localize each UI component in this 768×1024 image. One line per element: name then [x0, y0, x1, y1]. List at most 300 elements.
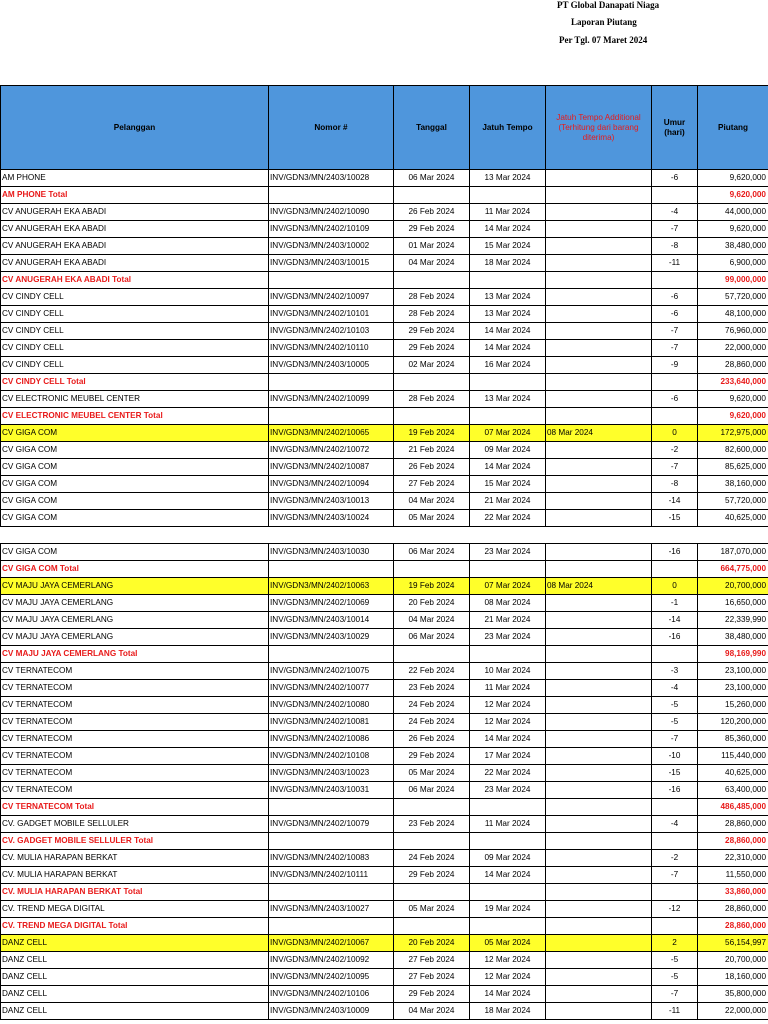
cell-customer: CV ANUGERAH EKA ABADI Total — [1, 272, 269, 289]
cell-number: INV/GDN3/MN/2403/10015 — [269, 255, 394, 272]
table-row[interactable] — [1, 986, 768, 1003]
col-header-additional-due[interactable]: Jatuh Tempo Additional (Terhitung dari barang diterima) — [546, 86, 652, 170]
cell-receivable: 38,160,000 — [698, 476, 768, 493]
table-row-subtotal[interactable] — [1, 833, 768, 850]
table-row[interactable] — [1, 221, 768, 238]
cell-due-date: 07 Mar 2024 — [470, 578, 546, 595]
cell-due-date: 19 Mar 2024 — [470, 901, 546, 918]
cell-customer: CV. MULIA HARAPAN BERKAT Total — [1, 884, 269, 901]
cell-receivable: 9,620,000 — [698, 408, 768, 425]
cell-customer: CV. MULIA HARAPAN BERKAT — [1, 867, 269, 884]
cell-number: INV/GDN3/MN/2402/10065 — [269, 425, 394, 442]
cell-age — [652, 408, 698, 425]
col-header-date[interactable]: Tanggal — [394, 86, 470, 170]
cell-due-date: 15 Mar 2024 — [470, 238, 546, 255]
cell-due-date: 12 Mar 2024 — [470, 714, 546, 731]
cell-date: 29 Feb 2024 — [394, 986, 470, 1003]
cell-customer: CV MAJU JAYA CEMERLANG — [1, 612, 269, 629]
cell-date: 06 Mar 2024 — [394, 782, 470, 799]
cell-age — [652, 527, 698, 544]
cell-receivable: 22,310,000 — [698, 850, 768, 867]
cell-age: -2 — [652, 442, 698, 459]
cell-number — [269, 187, 394, 204]
cell-age: -15 — [652, 765, 698, 782]
cell-receivable: 18,160,000 — [698, 969, 768, 986]
cell-customer: CV TERNATECOM — [1, 663, 269, 680]
cell-customer: CV TERNATECOM — [1, 782, 269, 799]
cell-receivable: 28,860,000 — [698, 357, 768, 374]
table-row[interactable] — [1, 731, 768, 748]
table-row-highlighted[interactable] — [1, 935, 768, 952]
table-row-subtotal[interactable] — [1, 272, 768, 289]
cell-due-date — [470, 646, 546, 663]
cell-number: INV/GDN3/MN/2402/10108 — [269, 748, 394, 765]
table-row[interactable] — [1, 714, 768, 731]
cell-receivable: 28,860,000 — [698, 901, 768, 918]
cell-number: INV/GDN3/MN/2402/10111 — [269, 867, 394, 884]
col-header-receivable[interactable]: Piutang — [698, 86, 768, 170]
cell-due-date — [470, 884, 546, 901]
cell-additional-due — [546, 935, 652, 952]
table-row-subtotal[interactable] — [1, 374, 768, 391]
cell-date — [394, 187, 470, 204]
cell-customer — [1, 527, 269, 544]
cell-additional-due — [546, 544, 652, 561]
col-header-number[interactable]: Nomor # — [269, 86, 394, 170]
cell-customer: CV CINDY CELL — [1, 357, 269, 374]
cell-customer: AM PHONE — [1, 170, 269, 187]
cell-date — [394, 527, 470, 544]
cell-date: 29 Feb 2024 — [394, 323, 470, 340]
cell-customer: CV MAJU JAYA CEMERLANG — [1, 595, 269, 612]
cell-receivable: 28,860,000 — [698, 833, 768, 850]
cell-customer: CV. TREND MEGA DIGITAL — [1, 901, 269, 918]
cell-number: INV/GDN3/MN/2402/10092 — [269, 952, 394, 969]
cell-customer: CV ELECTRONIC MEUBEL CENTER — [1, 391, 269, 408]
cell-due-date: 23 Mar 2024 — [470, 629, 546, 646]
cell-due-date: 14 Mar 2024 — [470, 986, 546, 1003]
cell-additional-due — [546, 476, 652, 493]
table-row-subtotal[interactable] — [1, 561, 768, 578]
cell-due-date — [470, 799, 546, 816]
table-row[interactable] — [1, 238, 768, 255]
cell-additional-due — [546, 391, 652, 408]
cell-additional-due — [546, 561, 652, 578]
cell-date: 22 Feb 2024 — [394, 663, 470, 680]
cell-customer: CV TERNATECOM — [1, 714, 269, 731]
cell-date — [394, 918, 470, 935]
cell-additional-due — [546, 918, 652, 935]
cell-age: -11 — [652, 255, 698, 272]
cell-due-date: 12 Mar 2024 — [470, 697, 546, 714]
cell-due-date: 18 Mar 2024 — [470, 1003, 546, 1020]
cell-age: -6 — [652, 289, 698, 306]
cell-additional-due — [546, 340, 652, 357]
cell-age: -7 — [652, 986, 698, 1003]
cell-number: INV/GDN3/MN/2402/10075 — [269, 663, 394, 680]
cell-due-date: 22 Mar 2024 — [470, 765, 546, 782]
cell-customer: CV MAJU JAYA CEMERLANG — [1, 578, 269, 595]
cell-receivable: 48,100,000 — [698, 306, 768, 323]
cell-age: -5 — [652, 969, 698, 986]
cell-age: -2 — [652, 850, 698, 867]
cell-due-date: 13 Mar 2024 — [470, 289, 546, 306]
cell-customer: CV. GADGET MOBILE SELLULER Total — [1, 833, 269, 850]
table-row[interactable] — [1, 476, 768, 493]
table-row[interactable] — [1, 680, 768, 697]
table-row[interactable] — [1, 391, 768, 408]
cell-customer: CV CINDY CELL — [1, 289, 269, 306]
cell-additional-due — [546, 799, 652, 816]
cell-receivable: 22,000,000 — [698, 340, 768, 357]
cell-due-date: 11 Mar 2024 — [470, 680, 546, 697]
cell-date: 24 Feb 2024 — [394, 850, 470, 867]
cell-number — [269, 561, 394, 578]
cell-additional-due — [546, 714, 652, 731]
table-row[interactable] — [1, 323, 768, 340]
table-row[interactable] — [1, 697, 768, 714]
cell-due-date: 07 Mar 2024 — [470, 425, 546, 442]
cell-receivable: 63,400,000 — [698, 782, 768, 799]
cell-customer: CV ANUGERAH EKA ABADI — [1, 221, 269, 238]
table-row[interactable] — [1, 952, 768, 969]
table-row-subtotal[interactable] — [1, 408, 768, 425]
cell-age — [652, 374, 698, 391]
cell-date: 26 Feb 2024 — [394, 731, 470, 748]
cell-receivable: 82,600,000 — [698, 442, 768, 459]
cell-date: 20 Feb 2024 — [394, 935, 470, 952]
cell-age: -14 — [652, 493, 698, 510]
cell-date: 23 Feb 2024 — [394, 680, 470, 697]
cell-due-date: 13 Mar 2024 — [470, 306, 546, 323]
cell-age: -7 — [652, 323, 698, 340]
col-header-due-date[interactable]: Jatuh Tempo — [470, 86, 546, 170]
table-row[interactable] — [1, 663, 768, 680]
cell-number: INV/GDN3/MN/2403/10014 — [269, 612, 394, 629]
cell-additional-due: 08 Mar 2024 — [546, 578, 652, 595]
cell-number: INV/GDN3/MN/2402/10101 — [269, 306, 394, 323]
cell-additional-due — [546, 374, 652, 391]
cell-age: -4 — [652, 680, 698, 697]
cell-customer: DANZ CELL — [1, 969, 269, 986]
cell-receivable: 9,620,000 — [698, 391, 768, 408]
cell-additional-due: 08 Mar 2024 — [546, 425, 652, 442]
cell-customer: CV ANUGERAH EKA ABADI — [1, 255, 269, 272]
table-row-subtotal[interactable] — [1, 646, 768, 663]
cell-date: 29 Feb 2024 — [394, 221, 470, 238]
table-row[interactable] — [1, 255, 768, 272]
cell-additional-due — [546, 357, 652, 374]
cell-receivable: 172,975,000 — [698, 425, 768, 442]
table-row-subtotal[interactable] — [1, 187, 768, 204]
cell-customer: DANZ CELL — [1, 935, 269, 952]
cell-date: 21 Feb 2024 — [394, 442, 470, 459]
cell-age — [652, 799, 698, 816]
cell-additional-due — [546, 833, 652, 850]
cell-age: -7 — [652, 340, 698, 357]
table-row[interactable] — [1, 748, 768, 765]
cell-number — [269, 272, 394, 289]
cell-number: INV/GDN3/MN/2403/10023 — [269, 765, 394, 782]
cell-due-date: 12 Mar 2024 — [470, 952, 546, 969]
cell-date — [394, 374, 470, 391]
cell-customer: CV TERNATECOM — [1, 680, 269, 697]
table-row[interactable] — [1, 765, 768, 782]
cell-number: INV/GDN3/MN/2402/10110 — [269, 340, 394, 357]
cell-receivable: 9,620,000 — [698, 221, 768, 238]
cell-age: -7 — [652, 731, 698, 748]
cell-number: INV/GDN3/MN/2403/10028 — [269, 170, 394, 187]
cell-additional-due — [546, 1003, 652, 1020]
cell-number: INV/GDN3/MN/2403/10029 — [269, 629, 394, 646]
cell-receivable: 22,000,000 — [698, 1003, 768, 1020]
cell-due-date: 18 Mar 2024 — [470, 255, 546, 272]
cell-date: 06 Mar 2024 — [394, 170, 470, 187]
cell-due-date: 15 Mar 2024 — [470, 476, 546, 493]
cell-age — [652, 561, 698, 578]
cell-date: 19 Feb 2024 — [394, 425, 470, 442]
cell-date: 05 Mar 2024 — [394, 765, 470, 782]
table-row[interactable] — [1, 595, 768, 612]
cell-receivable: 28,860,000 — [698, 816, 768, 833]
cell-customer: CV CINDY CELL — [1, 340, 269, 357]
cell-number: INV/GDN3/MN/2402/10090 — [269, 204, 394, 221]
cell-date: 20 Feb 2024 — [394, 595, 470, 612]
cell-date: 29 Feb 2024 — [394, 867, 470, 884]
table-row[interactable] — [1, 1003, 768, 1020]
cell-age: -16 — [652, 629, 698, 646]
cell-due-date: 12 Mar 2024 — [470, 969, 546, 986]
cell-number: INV/GDN3/MN/2403/10005 — [269, 357, 394, 374]
table-row[interactable] — [1, 782, 768, 799]
cell-additional-due — [546, 952, 652, 969]
cell-age: -5 — [652, 697, 698, 714]
cell-customer: CV TERNATECOM — [1, 697, 269, 714]
cell-receivable: 9,620,000 — [698, 187, 768, 204]
cell-customer: CV CINDY CELL — [1, 306, 269, 323]
table-row[interactable] — [1, 306, 768, 323]
cell-age: -8 — [652, 238, 698, 255]
cell-customer: CV TERNATECOM — [1, 748, 269, 765]
cell-receivable: 23,100,000 — [698, 680, 768, 697]
cell-due-date — [470, 408, 546, 425]
cell-receivable: 187,070,000 — [698, 544, 768, 561]
table-row[interactable] — [1, 816, 768, 833]
cell-due-date: 13 Mar 2024 — [470, 391, 546, 408]
table-body — [1, 170, 768, 1020]
cell-additional-due — [546, 238, 652, 255]
cell-number — [269, 527, 394, 544]
cell-age — [652, 918, 698, 935]
cell-receivable: 20,700,000 — [698, 578, 768, 595]
cell-receivable: 98,169,990 — [698, 646, 768, 663]
col-header-customer[interactable]: Pelanggan — [1, 86, 269, 170]
cell-receivable: 38,480,000 — [698, 238, 768, 255]
cell-number: INV/GDN3/MN/2402/10079 — [269, 816, 394, 833]
cell-date: 04 Mar 2024 — [394, 255, 470, 272]
cell-customer: CV CINDY CELL Total — [1, 374, 269, 391]
cell-due-date: 14 Mar 2024 — [470, 459, 546, 476]
cell-due-date: 11 Mar 2024 — [470, 816, 546, 833]
cell-age: -5 — [652, 714, 698, 731]
cell-additional-due — [546, 884, 652, 901]
cell-age: -5 — [652, 952, 698, 969]
cell-age: -10 — [652, 748, 698, 765]
cell-additional-due — [546, 850, 652, 867]
cell-customer: CV GIGA COM — [1, 476, 269, 493]
cell-number — [269, 646, 394, 663]
cell-due-date — [470, 527, 546, 544]
cell-due-date: 14 Mar 2024 — [470, 323, 546, 340]
table-row-highlighted[interactable] — [1, 425, 768, 442]
cell-number: INV/GDN3/MN/2402/10086 — [269, 731, 394, 748]
cell-customer: CV. TREND MEGA DIGITAL Total — [1, 918, 269, 935]
cell-customer: CV CINDY CELL — [1, 323, 269, 340]
cell-receivable — [698, 527, 768, 544]
cell-additional-due — [546, 969, 652, 986]
cell-number: INV/GDN3/MN/2402/10083 — [269, 850, 394, 867]
table-row[interactable] — [1, 901, 768, 918]
cell-age: -1 — [652, 595, 698, 612]
cell-age: -7 — [652, 867, 698, 884]
cell-receivable: 233,640,000 — [698, 374, 768, 391]
cell-number: INV/GDN3/MN/2402/10077 — [269, 680, 394, 697]
cell-additional-due — [546, 187, 652, 204]
table-row[interactable] — [1, 629, 768, 646]
cell-number — [269, 374, 394, 391]
table-row[interactable] — [1, 544, 768, 561]
cell-number: INV/GDN3/MN/2402/10103 — [269, 323, 394, 340]
cell-receivable: 9,620,000 — [698, 170, 768, 187]
cell-age: -16 — [652, 544, 698, 561]
table-row[interactable] — [1, 510, 768, 527]
cell-date: 27 Feb 2024 — [394, 476, 470, 493]
cell-customer: CV GIGA COM — [1, 442, 269, 459]
cell-date — [394, 799, 470, 816]
cell-additional-due — [546, 816, 652, 833]
cell-date — [394, 408, 470, 425]
cell-additional-due — [546, 510, 652, 527]
cell-number — [269, 884, 394, 901]
cell-additional-due — [546, 731, 652, 748]
cell-number: INV/GDN3/MN/2402/10097 — [269, 289, 394, 306]
cell-additional-due — [546, 697, 652, 714]
table-row[interactable] — [1, 289, 768, 306]
table-row[interactable] — [1, 204, 768, 221]
table-row[interactable] — [1, 969, 768, 986]
cell-additional-due — [546, 289, 652, 306]
cell-additional-due — [546, 204, 652, 221]
cell-date: 05 Mar 2024 — [394, 510, 470, 527]
table-row-subtotal[interactable] — [1, 918, 768, 935]
cell-receivable: 120,200,000 — [698, 714, 768, 731]
cell-due-date: 14 Mar 2024 — [470, 731, 546, 748]
cell-due-date — [470, 272, 546, 289]
cell-age: -7 — [652, 221, 698, 238]
cell-number — [269, 408, 394, 425]
cell-date: 28 Feb 2024 — [394, 391, 470, 408]
cell-due-date: 09 Mar 2024 — [470, 850, 546, 867]
cell-number: INV/GDN3/MN/2402/10069 — [269, 595, 394, 612]
cell-age: -15 — [652, 510, 698, 527]
table-row[interactable] — [1, 850, 768, 867]
cell-customer: CV GIGA COM — [1, 493, 269, 510]
cell-receivable: 35,800,000 — [698, 986, 768, 1003]
table-row[interactable] — [1, 459, 768, 476]
cell-additional-due — [546, 629, 652, 646]
cell-additional-due — [546, 323, 652, 340]
cell-date: 28 Feb 2024 — [394, 289, 470, 306]
cell-number: INV/GDN3/MN/2403/10027 — [269, 901, 394, 918]
cell-due-date — [470, 561, 546, 578]
cell-number: INV/GDN3/MN/2403/10031 — [269, 782, 394, 799]
report-title: Laporan Piutang — [571, 17, 637, 27]
cell-additional-due — [546, 306, 652, 323]
table-row[interactable] — [1, 612, 768, 629]
cell-additional-due — [546, 986, 652, 1003]
cell-customer: CV. GADGET MOBILE SELLULER — [1, 816, 269, 833]
cell-age: -6 — [652, 306, 698, 323]
cell-number: INV/GDN3/MN/2402/10109 — [269, 221, 394, 238]
table-row[interactable] — [1, 867, 768, 884]
cell-age: -4 — [652, 204, 698, 221]
cell-age: -4 — [652, 816, 698, 833]
cell-number: INV/GDN3/MN/2402/10081 — [269, 714, 394, 731]
table-row-spacer — [1, 527, 768, 544]
table-row[interactable] — [1, 170, 768, 187]
cell-receivable: 76,960,000 — [698, 323, 768, 340]
table-row-subtotal[interactable] — [1, 884, 768, 901]
cell-date: 06 Mar 2024 — [394, 629, 470, 646]
table-row[interactable] — [1, 442, 768, 459]
cell-date: 26 Feb 2024 — [394, 459, 470, 476]
cell-date: 24 Feb 2024 — [394, 697, 470, 714]
cell-number: INV/GDN3/MN/2402/10095 — [269, 969, 394, 986]
cell-due-date: 17 Mar 2024 — [470, 748, 546, 765]
cell-due-date: 14 Mar 2024 — [470, 221, 546, 238]
cell-due-date: 14 Mar 2024 — [470, 340, 546, 357]
cell-customer: CV GIGA COM — [1, 510, 269, 527]
cell-receivable: 33,860,000 — [698, 884, 768, 901]
cell-additional-due — [546, 646, 652, 663]
cell-due-date — [470, 918, 546, 935]
cell-due-date — [470, 374, 546, 391]
table-row[interactable] — [1, 493, 768, 510]
table-row-highlighted[interactable] — [1, 578, 768, 595]
cell-customer: CV MAJU JAYA CEMERLANG — [1, 629, 269, 646]
cell-date: 23 Feb 2024 — [394, 816, 470, 833]
table-row[interactable] — [1, 340, 768, 357]
cell-age: 0 — [652, 578, 698, 595]
cell-date: 04 Mar 2024 — [394, 493, 470, 510]
cell-date: 01 Mar 2024 — [394, 238, 470, 255]
cell-additional-due — [546, 782, 652, 799]
col-header-age[interactable]: Umur (hari) — [652, 86, 698, 170]
cell-date: 29 Feb 2024 — [394, 748, 470, 765]
cell-date: 26 Feb 2024 — [394, 204, 470, 221]
cell-receivable: 16,650,000 — [698, 595, 768, 612]
table-row[interactable] — [1, 357, 768, 374]
table-row-subtotal[interactable] — [1, 799, 768, 816]
cell-number: INV/GDN3/MN/2403/10024 — [269, 510, 394, 527]
cell-customer: CV GIGA COM — [1, 544, 269, 561]
cell-customer: AM PHONE Total — [1, 187, 269, 204]
cell-date — [394, 646, 470, 663]
cell-number: INV/GDN3/MN/2402/10099 — [269, 391, 394, 408]
cell-number: INV/GDN3/MN/2403/10030 — [269, 544, 394, 561]
cell-date: 19 Feb 2024 — [394, 578, 470, 595]
cell-age: -14 — [652, 612, 698, 629]
